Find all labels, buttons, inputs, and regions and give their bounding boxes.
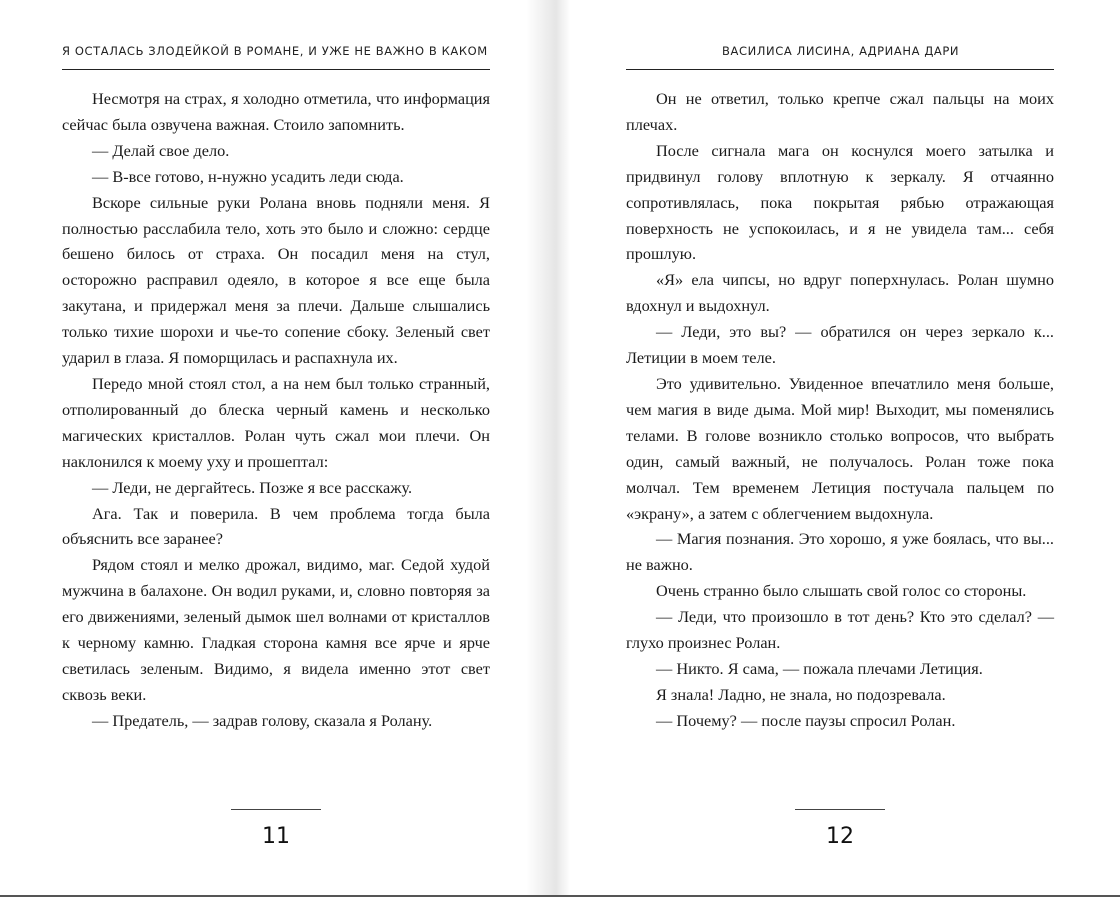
paragraph: — Леди, это вы? — обратился он через зеркало к... Летиции в моем теле.: [626, 322, 1054, 368]
paragraph: — Магия познания. Это хорошо, я уже боялась, что вы... не важно.: [626, 529, 1054, 575]
paragraph: — Предатель, — задрав голову, сказала я Ролану.: [92, 710, 433, 730]
page-number: 11: [262, 824, 290, 849]
paragraph: — Леди, что произошло в тот день? Кто это сделал? — глухо произнес Ролан.: [626, 607, 1054, 653]
header-divider: [62, 69, 490, 70]
paragraph: Несмотря на страх, я холодно отметила, что информация сейчас была озвучена важная. Стоило запомнить.: [62, 89, 490, 134]
paragraph: — Леди, не дергайтесь. Позже я все расскажу.: [92, 477, 413, 497]
running-header-book-title: Я ОСТАЛАСЬ ЗЛОДЕЙКОЙ В РОМАНЕ, И УЖЕ НЕ ВАЖНО В КАКОМ: [62, 44, 488, 58]
paragraph: Он не ответил, только крепче сжал пальцы на моих плечах.: [626, 89, 1054, 134]
gutter-shadow: [526, 0, 556, 897]
body-text: [62, 86, 490, 734]
paragraph: — Почему? — после паузы спросил Ролан.: [656, 710, 956, 730]
paragraph: После сигнала мага он коснулся моего затылка и придвинул голову вплотную к зеркалу. Я отчаянно сопротивлялась, пока покрытая рябью отражающая поверхность не успокоилась, и я не увидела там... себя прошлую.: [626, 140, 1054, 264]
paragraph: Это удивительно. Увиденное впечатлило меня больше, чем магия в виде дыма. Мой мир! Выходит, мы поменялись телами. В голове возникло столько вопросов, что выбрать один, самый важный, не получалось. Ролан тоже пока молчал. Тем временем Летиция постучала пальцем по «экрану», а затем с облегчением выдохнула.: [626, 373, 1054, 523]
paragraph: Очень странно было слышать свой голос со стороны.: [656, 581, 1027, 601]
running-header-authors: ВАСИЛИСА ЛИСИНА, АДРИАНА ДАРИ: [722, 44, 960, 58]
header-divider: [626, 69, 1054, 70]
paragraph: — В-все готово, н-нужно усадить леди сюда.: [92, 166, 404, 186]
paragraph: — Делай свое дело.: [92, 140, 230, 160]
right-page: [556, 0, 1120, 897]
footer-divider: [795, 809, 885, 810]
paragraph: Вскоре сильные руки Ролана вновь подняли меня. Я полностью расслабила тело, хоть это было и сложно: сердце бешено билось от страха. Он посадил меня на стул, осторожно расправил одеяло, в которое я все еще была закутана, и придержал меня за плечи. Дальше слышались только тихие шорохи и чье-то сопение сбоку. Зеленый свет ударил в глаза. Я поморщилась и распахнула их.: [62, 192, 490, 368]
footer-divider: [231, 809, 321, 810]
paragraph: Передо мной стоял стол, а на нем был только странный, отполированный до блеска черный камень и несколько магических кристаллов. Ролан чуть сжал мои плечи. Он наклонился к моему уху и прошептал:: [62, 373, 490, 471]
paragraph: Ага. Так и поверила. В чем проблема тогда была объяснить все заранее?: [62, 503, 490, 549]
page-number: 12: [826, 824, 854, 849]
paragraph: «Я» ела чипсы, но вдруг поперхнулась. Ролан шумно вдохнул и выдохнул.: [626, 270, 1054, 316]
left-page: [0, 0, 556, 897]
paragraph: Рядом стоял и мелко дрожал, видимо, маг. Седой худой мужчина в балахоне. Он водил руками, и, словно повторяя за его движениями, зеленый дымок шел волнами от кристаллов к черному камню. Гладкая сторона камня все ярче и ярче светилась зеленым. Видимо, я видела именно этот свет сквозь веки.: [62, 555, 490, 704]
gutter-shadow: [556, 0, 570, 897]
paragraph: — Никто. Я сама, — пожала плечами Летиция.: [656, 658, 983, 678]
body-text: [626, 86, 1054, 734]
paragraph: Я знала! Ладно, не знала, но подозревала.: [656, 684, 946, 704]
